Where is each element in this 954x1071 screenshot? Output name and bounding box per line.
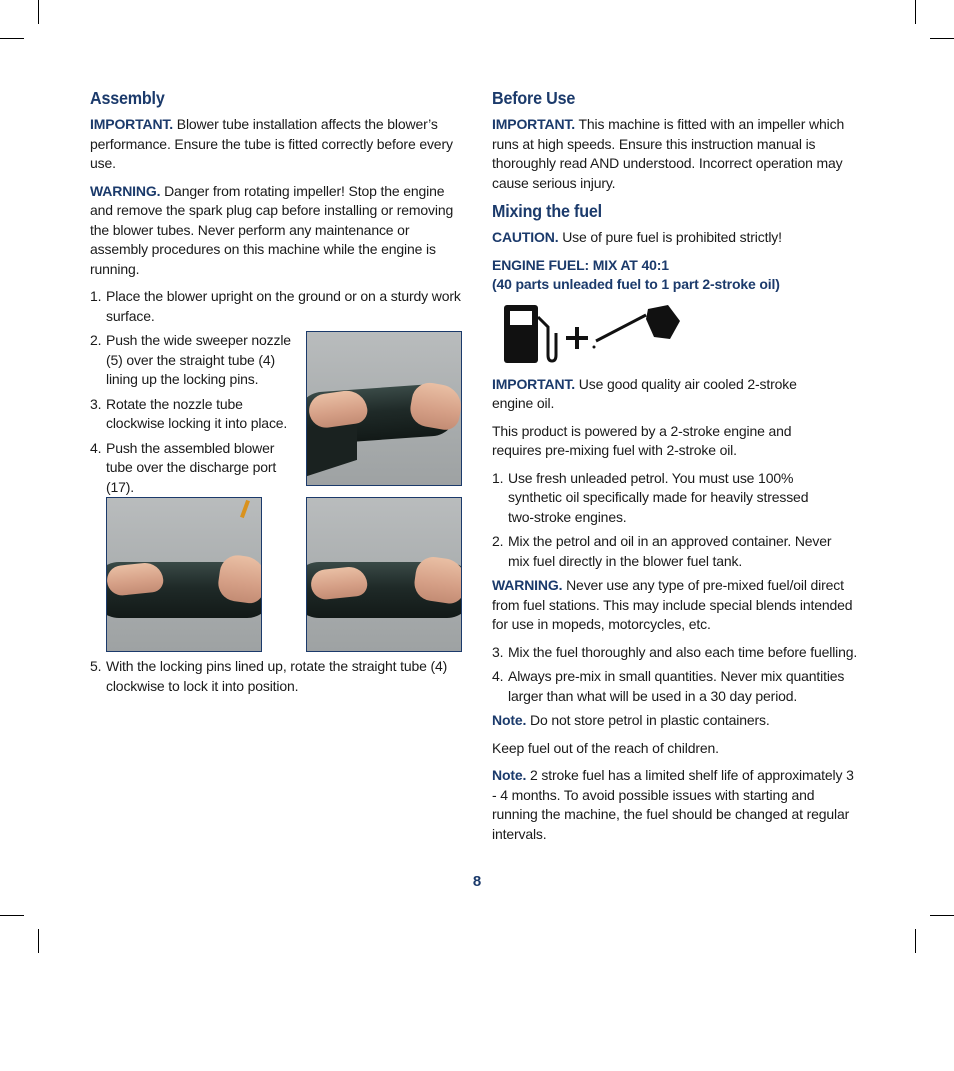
assembly-warning <box>90 182 462 280</box>
important-text: Use good quality air cooled 2-stroke engine oil. <box>492 375 797 411</box>
assembly-step-5 <box>90 657 462 701</box>
right-column <box>492 88 867 852</box>
list-item <box>90 287 462 326</box>
warning-label: WARNING. <box>492 577 563 593</box>
caution-paragraph <box>492 228 867 248</box>
photo-sweeper-nozzle <box>306 331 462 486</box>
list-number: 4. <box>90 439 102 456</box>
powered-paragraph: This product is powered by a 2-stroke engine and requires pre-mixing fuel with 2-stroke oil. <box>492 422 792 458</box>
list-text: Mix the fuel thoroughly and also each time before fuelling. <box>508 643 858 660</box>
list-item <box>492 532 852 571</box>
engine-fuel-line1: ENGINE FUEL: MIX AT 40:1 <box>492 256 669 273</box>
list-text: Rotate the nozzle tube clockwise locking it into place. <box>106 395 288 431</box>
list-number: 2. <box>492 533 504 549</box>
list-text: Always pre-mix in small quantities. Never mix quantities larger than what will be used in a 30 day period. <box>508 668 845 704</box>
list-item <box>90 331 300 390</box>
plus-icon <box>564 325 590 351</box>
page-number: 8 <box>472 873 482 890</box>
photo-rotate-nozzle <box>106 497 262 652</box>
engine-fuel-line2: (40 parts unleaded fuel to 1 part 2-stroke oil) <box>492 276 780 292</box>
list-text: Place the blower upright on the ground or on a sturdy work surface. <box>106 288 461 324</box>
oil-important <box>492 375 812 414</box>
list-number: 5. <box>90 658 102 674</box>
oil-can-icon <box>592 305 692 355</box>
list-item <box>90 657 462 696</box>
list-number: 2. <box>90 332 102 348</box>
note-plastic <box>492 711 867 731</box>
crop-mark <box>930 915 954 916</box>
crop-mark <box>38 929 39 953</box>
before-use-important <box>492 115 867 193</box>
note-label: Note. <box>492 767 527 783</box>
list-item <box>90 395 300 434</box>
note-text: 2 stroke fuel has a limited shelf life of approximately 3 - 4 months. To avoid possible issues with starting and running the machine, the fuel should be changed at regular intervals. <box>492 767 854 842</box>
crop-mark <box>38 0 39 24</box>
fuel-mix-icons <box>492 303 867 369</box>
important-text: Blower tube installation affects the blower’s performance. Ensure the tube is fitted correctly before every use. <box>90 116 453 171</box>
warning-text: Never use any type of pre-mixed fuel/oil direct from fuel stations. This may include special blends intended for use in mopeds, motorcycles, etc. <box>492 577 853 632</box>
important-label: IMPORTANT. <box>492 375 576 392</box>
fuel-pump-icon <box>502 303 562 365</box>
list-item <box>492 667 854 706</box>
list-item <box>90 439 280 498</box>
list-text: With the locking pins lined up, rotate the straight tube (4) clockwise to lock it into position. <box>106 658 448 694</box>
crop-mark <box>930 38 954 39</box>
assembly-important <box>90 115 462 174</box>
note-text: Do not store petrol in plastic containers. <box>526 712 770 728</box>
crop-mark <box>915 929 916 953</box>
caution-text: Use of pure fuel is prohibited strictly! <box>558 229 782 245</box>
assembly-heading: Assembly <box>90 88 165 108</box>
crop-mark <box>0 38 24 39</box>
premix-warning <box>492 576 867 635</box>
photo-blower-tube <box>306 497 462 652</box>
caution-label: CAUTION. <box>492 229 559 245</box>
warning-label: WARNING. <box>90 182 161 199</box>
crop-mark <box>0 915 24 916</box>
list-number: 1. <box>492 469 504 486</box>
crop-mark <box>915 0 916 24</box>
important-text: This machine is fitted with an impeller which runs at high speeds. Ensure this instruction manual is thoroughly read AND understood. Incorrect operation may cause serious injury. <box>492 116 845 191</box>
list-text: Use fresh unleaded petrol. You must use 100% synthetic oil specifically made for heavily stressed two-stroke engines. <box>508 469 809 525</box>
important-label: IMPORTANT. <box>492 116 576 132</box>
before-use-heading: Before Use <box>492 88 576 108</box>
list-number: 3. <box>492 643 504 660</box>
list-text: Mix the petrol and oil in an approved container. Never mix fuel directly in the blower fuel tank. <box>508 533 832 569</box>
note-label: Note. <box>492 712 527 728</box>
note-shelf-life <box>492 766 857 844</box>
list-text: Push the wide sweeper nozzle (5) over the straight tube (4) lining up the locking pins. <box>106 332 291 387</box>
list-number: 4. <box>492 668 504 684</box>
list-text: Push the assembled blower tube over the discharge port (17). <box>106 439 277 495</box>
list-item <box>492 469 822 528</box>
important-label: IMPORTANT. <box>90 116 174 132</box>
warning-text: Danger from rotating impeller! Stop the engine and remove the spark plug cap before installing or removing the blower tubes. Never perform any maintenance or assembly procedures on this machine while the engine is running. <box>90 182 454 277</box>
engine-fuel-ratio <box>492 256 867 295</box>
list-item <box>492 643 867 663</box>
mixing-heading: Mixing the fuel <box>492 201 602 221</box>
keep-children-text: Keep fuel out of the reach of children. <box>492 739 719 756</box>
list-number: 1. <box>90 288 102 304</box>
list-number: 3. <box>90 395 102 412</box>
